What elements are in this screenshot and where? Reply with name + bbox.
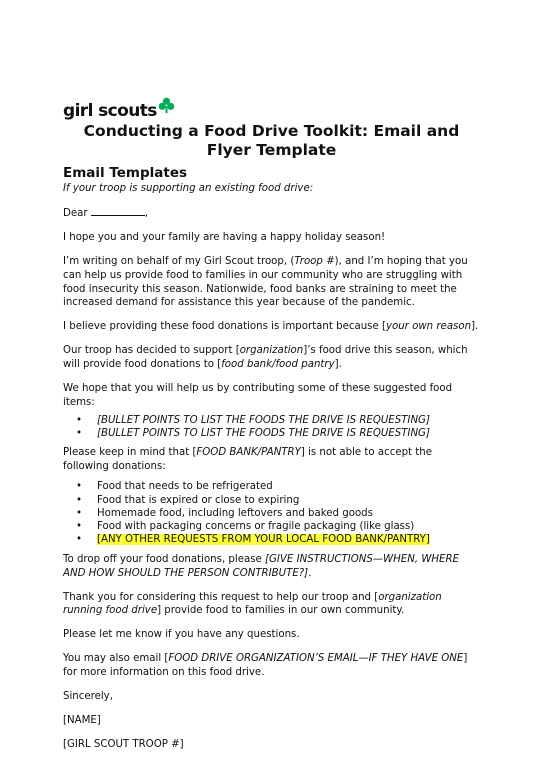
not-accepted-list bbox=[63, 480, 480, 546]
paragraph-holiday: I hope you and your family are having a happy holiday season! bbox=[63, 231, 386, 243]
list-item: • Food with packaging concerns or fragile packaging (like glass) bbox=[63, 520, 480, 533]
paragraph-thanks: Thank you for considering this request to help our troop and [organization running food drive] provide food to families in our own community. bbox=[63, 591, 442, 617]
list-item: • [BULLET POINTS TO LIST THE FOODS THE DRIVE IS REQUESTING] bbox=[63, 427, 480, 440]
signature-name: [NAME] bbox=[63, 715, 101, 727]
section-heading: Email Templates bbox=[63, 165, 188, 181]
document-title: Conducting a Food Drive Toolkit: Email and Flyer Template bbox=[83, 122, 460, 159]
paragraph-restrictions: Please keep in mind that [FOOD BANK/PANTRY] is not able to accept the following donations: bbox=[63, 447, 432, 473]
paragraph-email: You may also email [FOOD DRIVE ORGANIZATION’S EMAIL—IF THEY HAVE ONE] for more information on this food drive. bbox=[63, 653, 468, 679]
paragraph-support: Our troop has decided to support [organization]’s food drive this season, which will provide food donations to [food bank/food pantry]. bbox=[63, 345, 468, 371]
list-item: • [BULLET POINTS TO LIST THE FOODS THE DRIVE IS REQUESTING] bbox=[63, 414, 480, 427]
paragraph-request: We hope that you will help us by contributing some of these suggested food items: bbox=[63, 383, 453, 408]
greeting: Dear , bbox=[63, 207, 149, 219]
subheading: If your troop is supporting an existing food drive: bbox=[63, 183, 314, 194]
list-item-highlighted bbox=[63, 533, 480, 546]
list-item: • Food that needs to be refrigerated bbox=[63, 480, 480, 493]
list-item: • Homemade food, including leftovers and baked goods bbox=[63, 507, 480, 520]
signature-troop: [GIRL SCOUT TROOP #] bbox=[63, 738, 184, 750]
highlight: [ANY OTHER REQUESTS FROM YOUR LOCAL FOOD BANK/PANTRY] bbox=[97, 534, 430, 546]
logo-wordmark: girl scouts bbox=[63, 101, 157, 121]
girl-scouts-logo bbox=[63, 96, 480, 120]
trefoil-icon bbox=[158, 97, 175, 114]
list-item: • Food that is expired or close to expiring bbox=[63, 494, 480, 507]
requested-foods-list bbox=[63, 414, 480, 441]
paragraph-reason: I believe providing these food donations is important because [your own reason]. bbox=[63, 321, 479, 333]
name-blank bbox=[91, 206, 145, 216]
paragraph-intro: I’m writing on behalf of my Girl Scout troop, (Troop #), and I’m hoping that you can help us provide food to families in our community who are struggling with food insecurity this season. Nationwide, food banks are straining to meet the increased demand for assistance this year because of the pandemic. bbox=[63, 255, 468, 309]
closing: Sincerely, bbox=[63, 691, 113, 703]
paragraph-dropoff: To drop off your food donations, please [GIVE INSTRUCTIONS—WHEN, WHERE AND HOW SHOULD THE PERSON CONTRIBUTE?]. bbox=[63, 553, 460, 579]
paragraph-questions: Please let me know if you have any questions. bbox=[63, 629, 300, 641]
